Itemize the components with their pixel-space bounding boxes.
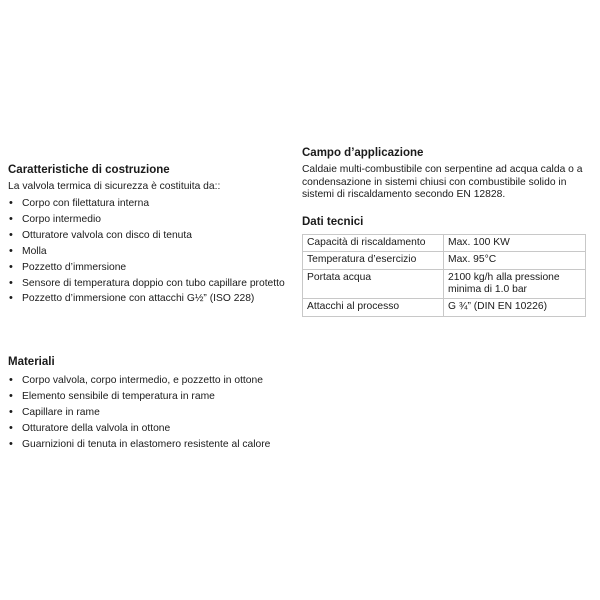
table-cell-key: Temperatura d’esercizio — [303, 252, 444, 269]
construction-intro: La valvola termica di sicurezza è costituita da:: — [8, 181, 221, 192]
value-line: 2100 kg/h alla pressione — [448, 271, 560, 283]
table-row — [303, 269, 586, 299]
list-item: • Corpo valvola, corpo intermedio, e pozzetto in ottone — [8, 373, 298, 389]
table-row — [303, 252, 586, 269]
list-item: • Pozzetto d’immersione con attacchi G½” (ISO 228) — [8, 291, 298, 307]
list-item: • Capillare in rame — [8, 405, 298, 421]
left-column — [8, 164, 298, 453]
construction-title: Caratteristiche di costruzione — [8, 164, 170, 176]
table-cell-value — [444, 269, 586, 299]
table-cell-value: Max. 95°C — [444, 252, 586, 269]
table-row — [303, 234, 586, 251]
list-item: • Corpo con filettatura interna — [8, 196, 298, 212]
list-item: • Elemento sensibile di temperatura in rame — [8, 389, 298, 405]
table-cell-value: G ¾” (DIN EN 10226) — [444, 299, 586, 316]
table-cell-key: Attacchi al processo — [303, 299, 444, 316]
list-item: • Pozzetto d’immersione — [8, 260, 298, 276]
list-item: • Sensore di temperatura doppio con tubo capillare protetto — [8, 276, 298, 292]
application-line: condensazione in sistemi chiusi con combustibile solido in — [302, 176, 567, 188]
list-item: • Guarnizioni di tenuta in elastomero resistente al calore — [8, 437, 298, 453]
value-line: minima di 1.0 bar — [448, 284, 527, 295]
application-text — [302, 164, 586, 202]
application-line: Caldaie multi-combustibile con serpentine ad acqua calda o a — [302, 164, 583, 175]
construction-list — [8, 196, 298, 307]
right-column — [302, 147, 586, 317]
list-item: • Otturatore valvola con disco di tenuta — [8, 228, 298, 244]
materials-list — [8, 373, 298, 453]
tech-title: Dati tecnici — [302, 215, 364, 228]
tech-table — [302, 234, 586, 317]
table-cell-key: Portata acqua — [303, 269, 444, 299]
list-item: • Otturatore della valvola in ottone — [8, 421, 298, 437]
list-item: • Corpo intermedio — [8, 212, 298, 228]
list-item: • Molla — [8, 244, 298, 260]
materials-title: Materiali — [8, 356, 55, 369]
table-cell-key: Capacità di riscaldamento — [303, 234, 444, 251]
application-line: sistemi di riscaldamento secondo EN 12828. — [302, 189, 506, 201]
materials-section — [8, 356, 298, 453]
table-cell-value: Max. 100 KW — [444, 234, 586, 251]
application-title: Campo d’applicazione — [302, 147, 424, 159]
table-row — [303, 299, 586, 316]
